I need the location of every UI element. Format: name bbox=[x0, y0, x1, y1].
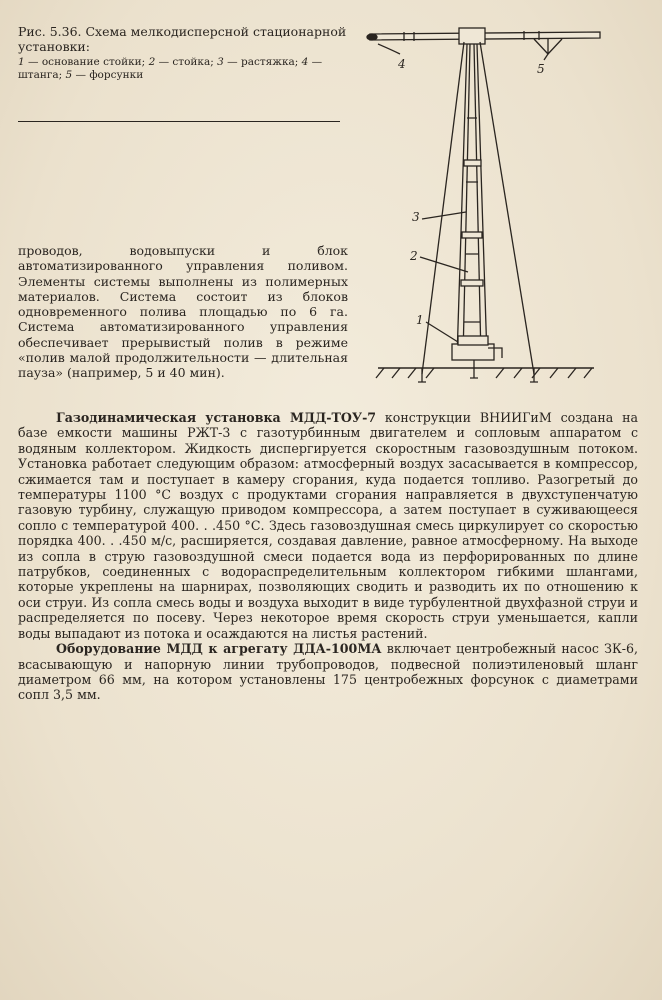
label-1: 1 bbox=[416, 313, 424, 327]
legend-text-2: — стойка; bbox=[155, 56, 218, 68]
ground-hatch bbox=[376, 368, 592, 378]
base-top bbox=[458, 336, 488, 345]
leader-5 bbox=[544, 54, 548, 60]
side-paragraph bbox=[18, 243, 348, 381]
legend-num-4: 4 bbox=[301, 56, 309, 68]
caption-legend bbox=[18, 56, 348, 81]
side-paragraph-text: проводов, водовыпуски и блок автоматизированного управления поливом. Элементы системы выполнены из полимерных материалов. Система состоит из блоков одновременного полива площадью по 6 га. Система автоматизированного управления обеспечивает прерывистый полив в режиме «полив малой продолжительности — длительная пауза» (например, 5 и 40 мин). bbox=[18, 243, 348, 381]
leader-2 bbox=[420, 257, 468, 272]
label-2: 2 bbox=[410, 249, 418, 263]
tower-right-leg bbox=[477, 44, 487, 358]
legend-text-5: — форсунки bbox=[72, 68, 144, 81]
anchor-right bbox=[530, 368, 538, 382]
guy-wire-right bbox=[480, 42, 534, 374]
installation-diagram bbox=[364, 22, 609, 387]
paragraph-gas-dynamic bbox=[18, 410, 638, 641]
label-5: 5 bbox=[537, 62, 545, 76]
tower-inner-right bbox=[474, 44, 481, 358]
legend-num-3: 3 bbox=[217, 56, 224, 68]
tower-inner-left bbox=[463, 44, 470, 358]
tower-joint-1 bbox=[464, 160, 481, 166]
leader-4 bbox=[378, 44, 400, 54]
anchor-center bbox=[470, 360, 478, 378]
paragraph-gas-dynamic-text: конструкции ВНИИГиМ создана на базе емкости машины РЖТ-3 с газотурбинным двигателем и сопловым аппаратом с водяным коллектором. Жидкость диспергируется скоростным газовоздушным потоком. Установка работает следующим образом: атмосферный воздух засасывается в компрессор, сжимается там и поступает в камеру сгорания, куда подается топливо. Разогретый до температуры 1100 °С воздух с продуктами сгорания направляется в двухступенчатую газовую турбину, служащую приводом компрессора, а затем поступает в суживающееся сопло с температурой 400. . .450 °С. Здесь газовоздушная смесь циркулирует со скоростью порядка 400. . .450 м/с, расширяется, создавая давление, равное атмосферному. На выходе из сопла в струю газовоздушной смеси подается вода из перфорированных по длине патрубков, соединенных с водораспределительным коллектором гибкими шлангами, которые укреплены на шарнирах, позволяющих сводить и разводить их по отношению к оси струи. Из сопла смесь воды и воздуха выходит в виде турбулентной двухфазной струи и распределяется по посеву. Через некоторое время скорость струи уменьшается, капли воды выпадают из потока и осаждаются на листья растений. bbox=[18, 410, 638, 641]
label-4: 4 bbox=[398, 57, 406, 71]
legend-num-1: 1 bbox=[18, 56, 25, 68]
anchor-left bbox=[418, 368, 426, 382]
leader-1 bbox=[426, 322, 458, 342]
legend-text-3: — растяжка; bbox=[223, 56, 302, 68]
base-block bbox=[452, 344, 494, 360]
legend-num-2: 2 bbox=[148, 56, 156, 68]
top-clamp bbox=[459, 28, 485, 44]
separator-rule bbox=[18, 121, 340, 122]
figure-caption bbox=[18, 24, 348, 81]
tower-joint-2 bbox=[462, 232, 482, 238]
boom-end-left bbox=[367, 34, 377, 40]
leader-3 bbox=[422, 212, 466, 219]
paragraph-equipment-text: включает центробежный насос ЗК-6, всасывающую и напорную линии трубопроводов, подвесной полиэтиленовый шланг диаметром 66 мм, на котором установлены 175 центробежных форсунок с диаметрами сопл 3,5 мм. bbox=[18, 641, 639, 703]
caption-title: Рис. 5.36. Схема мелкодисперсной стационарной установки: bbox=[18, 24, 347, 54]
legend-num-5: 5 bbox=[65, 68, 73, 81]
paragraph-equipment bbox=[18, 641, 638, 703]
legend-text-1: — основание стойки; bbox=[24, 56, 149, 68]
tower-left-leg bbox=[457, 44, 467, 358]
label-3: 3 bbox=[412, 210, 420, 224]
paragraph-equipment-heading: Оборудование МДД к агрегату ДДА-100МА bbox=[56, 641, 382, 657]
paragraph-gas-dynamic-heading: Газодинамическая установка МДД-ТОУ-7 bbox=[56, 410, 377, 425]
tower-joint-3 bbox=[461, 280, 483, 286]
main-body bbox=[18, 410, 638, 703]
legend-text-4: — штанга; bbox=[18, 56, 323, 81]
